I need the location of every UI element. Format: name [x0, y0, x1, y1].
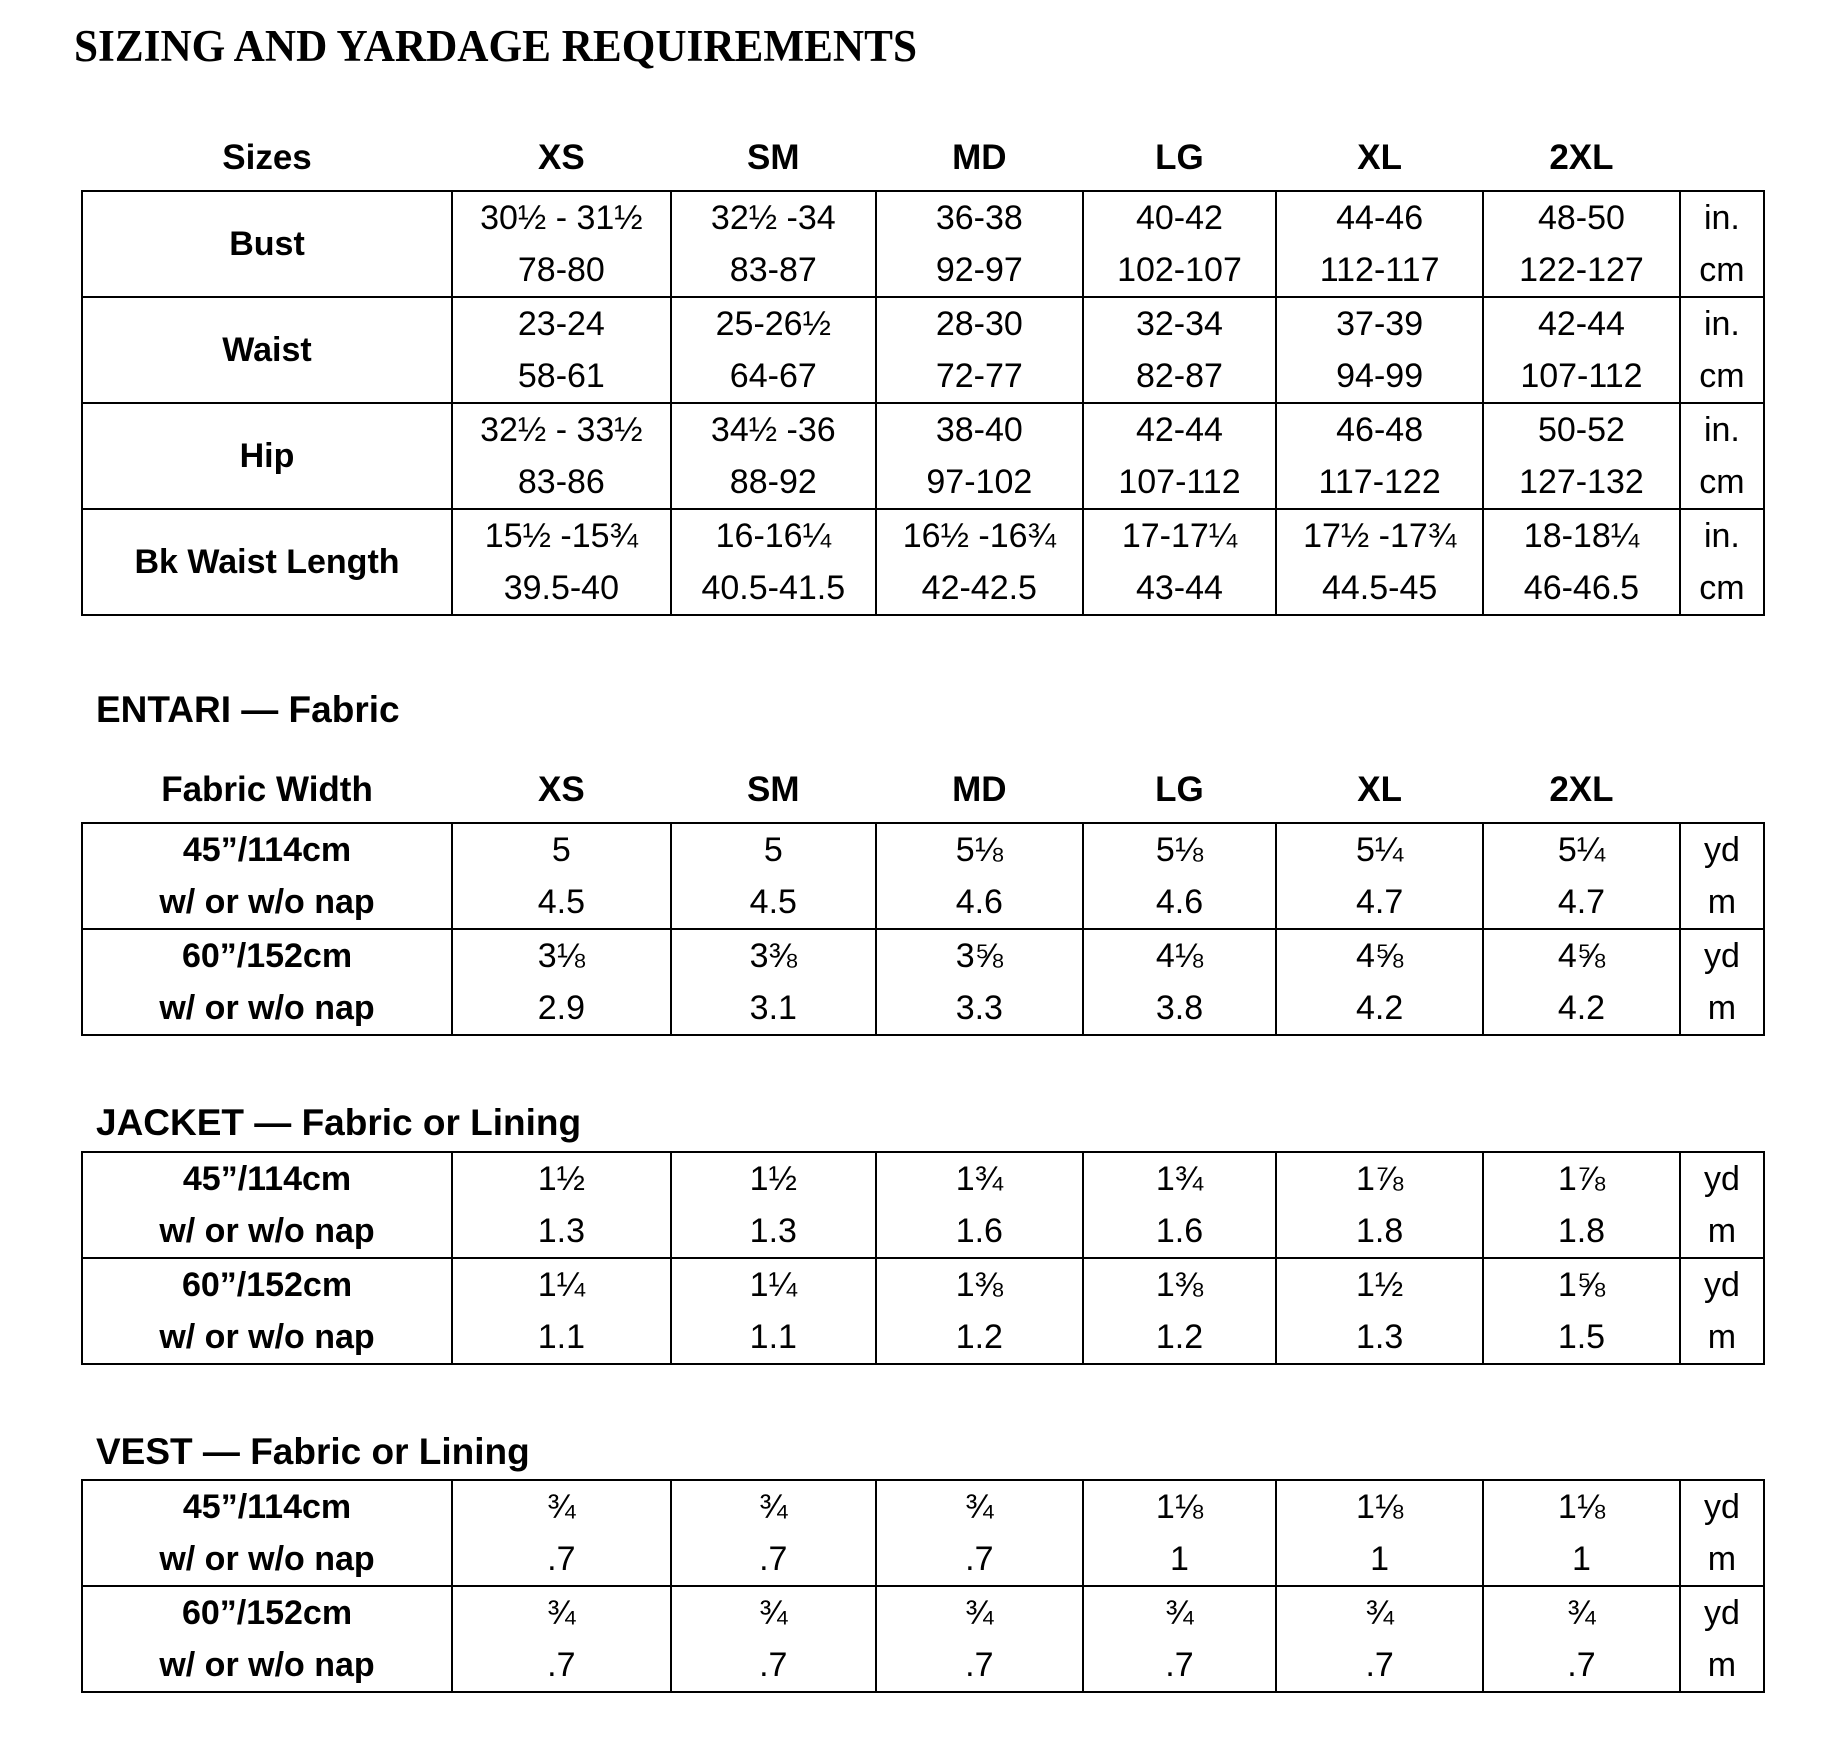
value-bottom: 88-92	[729, 462, 817, 501]
value-bottom: 83-87	[729, 250, 817, 289]
value-cell	[671, 929, 876, 1035]
value-bottom: 4.7	[1355, 882, 1404, 921]
row-label: Bk Waist Length	[134, 542, 400, 581]
value-top: 1⅛	[1557, 1487, 1606, 1526]
row-label-cell	[82, 1152, 452, 1258]
value-cell	[876, 509, 1083, 615]
value-cell	[1483, 1480, 1680, 1586]
value-top: ¾	[759, 1593, 788, 1632]
unit-top: yd	[1703, 936, 1740, 975]
size-column-header: 2XL	[1549, 770, 1614, 810]
value-top: 4⅝	[1557, 936, 1606, 975]
value-cell	[1483, 1258, 1680, 1364]
value-bottom: 1	[1170, 1539, 1189, 1578]
value-top: 5¼	[1557, 830, 1606, 869]
units-cell	[1680, 823, 1764, 929]
unit-top: yd	[1703, 1266, 1740, 1305]
unit-bottom: m	[1707, 1539, 1737, 1578]
value-cell	[1276, 1586, 1483, 1692]
row-label: 45”/114cm	[182, 830, 352, 869]
value-bottom: 1.5	[1557, 1318, 1606, 1357]
row-sublabel: w/ or w/o nap	[159, 988, 375, 1027]
unit-bottom: m	[1707, 1212, 1737, 1251]
unit-bottom: m	[1707, 882, 1737, 921]
unit-top: in.	[1703, 516, 1740, 555]
unit-top: yd	[1703, 1487, 1740, 1526]
section-heading-entari-fabric: ENTARI — Fabric	[96, 688, 400, 730]
value-bottom: 1.6	[955, 1212, 1003, 1251]
row-label-cell	[82, 823, 452, 929]
value-bottom: .7	[1365, 1645, 1394, 1684]
value-cell	[876, 297, 1083, 403]
value-cell	[1276, 297, 1483, 403]
value-top: ¾	[965, 1487, 994, 1526]
column-header-row	[82, 139, 1764, 191]
value-cell	[1083, 297, 1276, 403]
value-top: 25-26½	[715, 304, 831, 343]
value-bottom: .7	[759, 1645, 788, 1684]
value-cell	[876, 403, 1083, 509]
value-cell	[1083, 191, 1276, 297]
value-top: 44-46	[1336, 198, 1424, 237]
size-column-header: SM	[747, 138, 800, 177]
row-label-cell	[82, 1480, 452, 1586]
value-cell	[1083, 1258, 1276, 1364]
unit-bottom: m	[1707, 988, 1737, 1027]
value-bottom: 94-99	[1336, 356, 1424, 395]
row-sublabel: w/ or w/o nap	[159, 1645, 375, 1684]
value-bottom: .7	[1567, 1645, 1596, 1684]
row-label: 45”/114cm	[182, 1487, 352, 1526]
vest-fabric-or-lining-table	[81, 1479, 1765, 1693]
value-top: 16-16¼	[715, 516, 831, 555]
value-cell	[671, 1258, 876, 1364]
value-bottom: 4.6	[1155, 882, 1204, 921]
value-cell	[1483, 823, 1680, 929]
units-cell	[1680, 929, 1764, 1035]
value-cell	[1276, 191, 1483, 297]
value-cell	[671, 191, 876, 297]
value-top: 4⅝	[1355, 936, 1404, 975]
value-bottom: 3.8	[1155, 988, 1204, 1027]
value-top: 1⅛	[1155, 1487, 1204, 1526]
row-label-cell	[82, 1258, 452, 1364]
value-bottom: 1.8	[1355, 1212, 1404, 1251]
value-top: ¾	[1365, 1593, 1394, 1632]
value-top: 5⅛	[955, 830, 1003, 869]
table-row	[82, 403, 1764, 509]
value-bottom: 1	[1370, 1539, 1390, 1578]
row-label-cell	[82, 929, 452, 1035]
unit-top: in.	[1703, 410, 1740, 449]
value-bottom: 4.2	[1557, 988, 1606, 1027]
units-cell	[1680, 191, 1764, 297]
value-bottom: .7	[965, 1645, 994, 1684]
value-top: 1½	[1355, 1266, 1404, 1305]
row-sublabel: w/ or w/o nap	[159, 882, 375, 921]
value-bottom: 40.5-41.5	[701, 568, 846, 607]
value-cell	[671, 297, 876, 403]
value-bottom: 39.5-40	[503, 568, 620, 607]
value-top: 50-52	[1537, 410, 1625, 449]
value-top: 3⅛	[537, 936, 585, 975]
value-bottom: 3.1	[749, 988, 797, 1027]
unit-bottom: cm	[1699, 462, 1745, 501]
value-top: 4⅛	[1155, 936, 1204, 975]
value-cell	[452, 1586, 671, 1692]
value-bottom: 1	[1571, 1539, 1591, 1578]
unit-bottom: cm	[1699, 356, 1745, 395]
value-cell	[452, 1258, 671, 1364]
value-top: 5	[763, 830, 783, 869]
value-cell	[671, 509, 876, 615]
value-cell	[876, 929, 1083, 1035]
value-bottom: 112-117	[1319, 250, 1440, 289]
value-bottom: 122-127	[1519, 250, 1644, 289]
value-cell	[1276, 403, 1483, 509]
row-label: Hip	[239, 436, 295, 475]
value-cell	[1483, 929, 1680, 1035]
value-bottom: 58-61	[517, 356, 605, 395]
row-label: 60”/152cm	[181, 1266, 353, 1305]
row-label-cell	[82, 509, 452, 615]
value-cell	[671, 403, 876, 509]
value-cell	[1276, 929, 1483, 1035]
value-top: ¾	[547, 1487, 576, 1526]
value-cell	[1483, 297, 1680, 403]
value-top: 1¼	[749, 1266, 797, 1305]
value-top: 42-44	[1135, 410, 1223, 449]
value-cell	[876, 1586, 1083, 1692]
value-bottom: 1.3	[749, 1212, 797, 1251]
value-cell	[1083, 509, 1276, 615]
value-bottom: 107-112	[1118, 462, 1241, 501]
row-label-cell	[82, 297, 452, 403]
value-top: 1⅜	[1155, 1266, 1204, 1305]
value-cell	[1083, 823, 1276, 929]
value-cell	[876, 1258, 1083, 1364]
value-cell	[671, 1480, 876, 1586]
table-row	[82, 509, 1764, 615]
value-cell	[876, 823, 1083, 929]
value-top: 1⅛	[1355, 1487, 1404, 1526]
size-column-header: MD	[952, 770, 1007, 810]
table-row	[82, 1480, 1764, 1586]
table-row	[82, 929, 1764, 1035]
unit-bottom: cm	[1699, 568, 1745, 607]
units-column-header	[1680, 139, 1764, 191]
value-top: 1¼	[537, 1266, 585, 1305]
value-bottom: 4.7	[1557, 882, 1606, 921]
value-top: 34½ -36	[710, 410, 836, 449]
unit-top: yd	[1703, 1160, 1740, 1199]
row-label-cell	[82, 403, 452, 509]
table-row	[82, 823, 1764, 929]
unit-bottom: m	[1707, 1318, 1737, 1357]
size-column-header: SM	[747, 770, 800, 810]
units-cell	[1680, 509, 1764, 615]
value-top: 1½	[749, 1160, 797, 1199]
value-top: 5¼	[1355, 830, 1404, 869]
size-column-header: XL	[1357, 770, 1402, 810]
units-column-header	[1680, 771, 1764, 823]
value-top: 1⅞	[1557, 1160, 1606, 1199]
corner-header: Sizes	[222, 138, 312, 177]
value-cell	[1083, 929, 1276, 1035]
value-bottom: 78-80	[517, 250, 605, 289]
value-cell	[452, 297, 671, 403]
unit-top: yd	[1703, 1593, 1740, 1632]
value-cell	[1083, 403, 1276, 509]
row-label: Bust	[229, 224, 305, 263]
value-cell	[452, 1152, 671, 1258]
section-heading-vest-fabric-or-lining: VEST — Fabric or Lining	[96, 1431, 530, 1473]
unit-top: in.	[1703, 198, 1740, 237]
row-label-cell	[82, 191, 452, 297]
value-top: 23-24	[517, 304, 605, 343]
value-top: 36-38	[935, 198, 1023, 237]
value-bottom: 4.5	[537, 882, 585, 921]
value-cell	[876, 1480, 1083, 1586]
value-top: 1½	[537, 1160, 585, 1199]
row-sublabel: w/ or w/o nap	[159, 1539, 375, 1578]
value-cell	[876, 191, 1083, 297]
value-top: 46-48	[1336, 410, 1424, 449]
unit-bottom: cm	[1699, 250, 1745, 289]
value-bottom: 92-97	[935, 250, 1023, 289]
size-column-header: MD	[952, 138, 1007, 177]
value-cell	[671, 823, 876, 929]
value-cell	[1483, 403, 1680, 509]
table-row	[82, 1152, 1764, 1258]
value-cell	[452, 403, 671, 509]
value-cell	[671, 1586, 876, 1692]
value-bottom: 1.1	[537, 1318, 585, 1357]
size-column-header: 2XL	[1549, 138, 1614, 177]
row-label: 60”/152cm	[181, 936, 353, 975]
value-bottom: 2.9	[537, 988, 585, 1027]
entari-fabric-table	[81, 771, 1765, 1036]
sizing-table	[81, 139, 1765, 616]
size-column-header: XL	[1357, 138, 1402, 177]
size-column-header: LG	[1155, 138, 1204, 177]
value-top: 48-50	[1537, 198, 1625, 237]
value-bottom: 97-102	[926, 462, 1033, 501]
table-row	[82, 1258, 1764, 1364]
value-cell	[1276, 1152, 1483, 1258]
value-bottom: 102-107	[1117, 250, 1242, 289]
value-cell	[452, 929, 671, 1035]
value-cell	[876, 1152, 1083, 1258]
value-top: 5⅛	[1155, 830, 1204, 869]
column-header-row	[82, 771, 1764, 823]
units-cell	[1680, 403, 1764, 509]
value-top: 38-40	[935, 410, 1023, 449]
value-cell	[1483, 191, 1680, 297]
value-top: 15½ -15¾	[484, 516, 638, 555]
value-bottom: .7	[965, 1539, 994, 1578]
value-cell	[1483, 1586, 1680, 1692]
value-top: ¾	[759, 1487, 788, 1526]
value-bottom: 117-122	[1318, 462, 1441, 501]
value-top: 32-34	[1135, 304, 1223, 343]
value-bottom: 64-67	[729, 356, 817, 395]
table-row	[82, 297, 1764, 403]
value-cell	[1083, 1480, 1276, 1586]
value-cell	[1483, 1152, 1680, 1258]
page-title: SIZING AND YARDAGE REQUIREMENTS	[74, 21, 917, 71]
unit-top: yd	[1703, 830, 1740, 869]
value-bottom: .7	[1165, 1645, 1194, 1684]
value-bottom: 82-87	[1135, 356, 1223, 395]
value-bottom: 1.3	[537, 1212, 585, 1251]
value-bottom: 1.2	[955, 1318, 1003, 1357]
value-top: ¾	[965, 1593, 994, 1632]
value-top: 1¾	[1155, 1160, 1204, 1199]
value-cell	[1276, 823, 1483, 929]
value-cell	[1083, 1586, 1276, 1692]
jacket-fabric-or-lining-table	[81, 1151, 1765, 1365]
unit-bottom: m	[1707, 1645, 1737, 1684]
value-bottom: 83-86	[517, 462, 605, 501]
value-bottom: .7	[759, 1539, 788, 1578]
value-top: ¾	[1165, 1593, 1194, 1632]
value-bottom: 4.6	[955, 882, 1003, 921]
value-top: 3⅜	[749, 936, 797, 975]
value-bottom: 1.1	[749, 1318, 797, 1357]
value-top: ¾	[547, 1593, 576, 1632]
value-top: 5	[551, 830, 571, 869]
units-cell	[1680, 1586, 1764, 1692]
value-top: 42-44	[1537, 304, 1625, 343]
corner-header: Fabric Width	[161, 770, 373, 810]
row-label: 60”/152cm	[181, 1593, 353, 1632]
value-bottom: 107-112	[1520, 356, 1643, 395]
value-bottom: 127-132	[1519, 462, 1644, 501]
unit-top: in.	[1703, 304, 1740, 343]
value-top: 37-39	[1336, 304, 1424, 343]
value-bottom: 72-77	[935, 356, 1023, 395]
value-bottom: 1.2	[1155, 1318, 1204, 1357]
table-row	[82, 1586, 1764, 1692]
value-top: 16½ -16¾	[902, 516, 1056, 555]
value-top: 17-17¼	[1121, 516, 1238, 555]
size-column-header: XS	[538, 770, 585, 810]
value-bottom: 1.3	[1355, 1318, 1404, 1357]
units-cell	[1680, 297, 1764, 403]
value-bottom: 1.6	[1155, 1212, 1204, 1251]
value-bottom: 3.3	[955, 988, 1003, 1027]
row-sublabel: w/ or w/o nap	[159, 1318, 375, 1357]
value-cell	[1083, 1152, 1276, 1258]
row-label-cell	[82, 1586, 452, 1692]
units-cell	[1680, 1480, 1764, 1586]
value-cell	[452, 1480, 671, 1586]
value-bottom: 4.5	[749, 882, 797, 921]
value-top: 32½ -34	[710, 198, 836, 237]
value-top: 1⅜	[955, 1266, 1003, 1305]
value-bottom: .7	[547, 1539, 576, 1578]
value-bottom: 46-46.5	[1523, 568, 1640, 607]
row-sublabel: w/ or w/o nap	[159, 1212, 375, 1251]
value-top: 32½ - 33½	[480, 410, 643, 449]
row-label: 45”/114cm	[182, 1160, 352, 1199]
value-bottom: 4.2	[1355, 988, 1404, 1027]
value-cell	[1276, 509, 1483, 615]
value-bottom: .7	[547, 1645, 576, 1684]
row-label: Waist	[222, 330, 312, 369]
value-cell	[452, 823, 671, 929]
value-top: ¾	[1567, 1593, 1596, 1632]
value-bottom: 1.8	[1557, 1212, 1606, 1251]
value-cell	[1483, 509, 1680, 615]
size-column-header: LG	[1155, 770, 1204, 810]
value-top: 18-18¼	[1523, 516, 1640, 555]
value-top: 3⅝	[955, 936, 1003, 975]
table-row	[82, 191, 1764, 297]
value-bottom: 44.5-45	[1321, 568, 1438, 607]
section-heading-jacket-fabric-or-lining: JACKET — Fabric or Lining	[96, 1101, 582, 1143]
value-bottom: 43-44	[1135, 568, 1223, 607]
units-cell	[1680, 1258, 1764, 1364]
value-cell	[671, 1152, 876, 1258]
units-cell	[1680, 1152, 1764, 1258]
value-cell	[1276, 1258, 1483, 1364]
value-top: 1⅞	[1355, 1160, 1404, 1199]
value-cell	[452, 509, 671, 615]
value-top: 40-42	[1135, 198, 1223, 237]
value-cell	[1276, 1480, 1483, 1586]
value-top: 17½ -17¾	[1303, 516, 1457, 555]
value-bottom: 42-42.5	[921, 568, 1037, 607]
size-column-header: XS	[538, 138, 585, 177]
value-cell	[452, 191, 671, 297]
value-top: 1⅝	[1557, 1266, 1606, 1305]
value-top: 28-30	[935, 304, 1023, 343]
value-top: 1¾	[955, 1160, 1003, 1199]
value-top: 30½ - 31½	[480, 198, 643, 237]
